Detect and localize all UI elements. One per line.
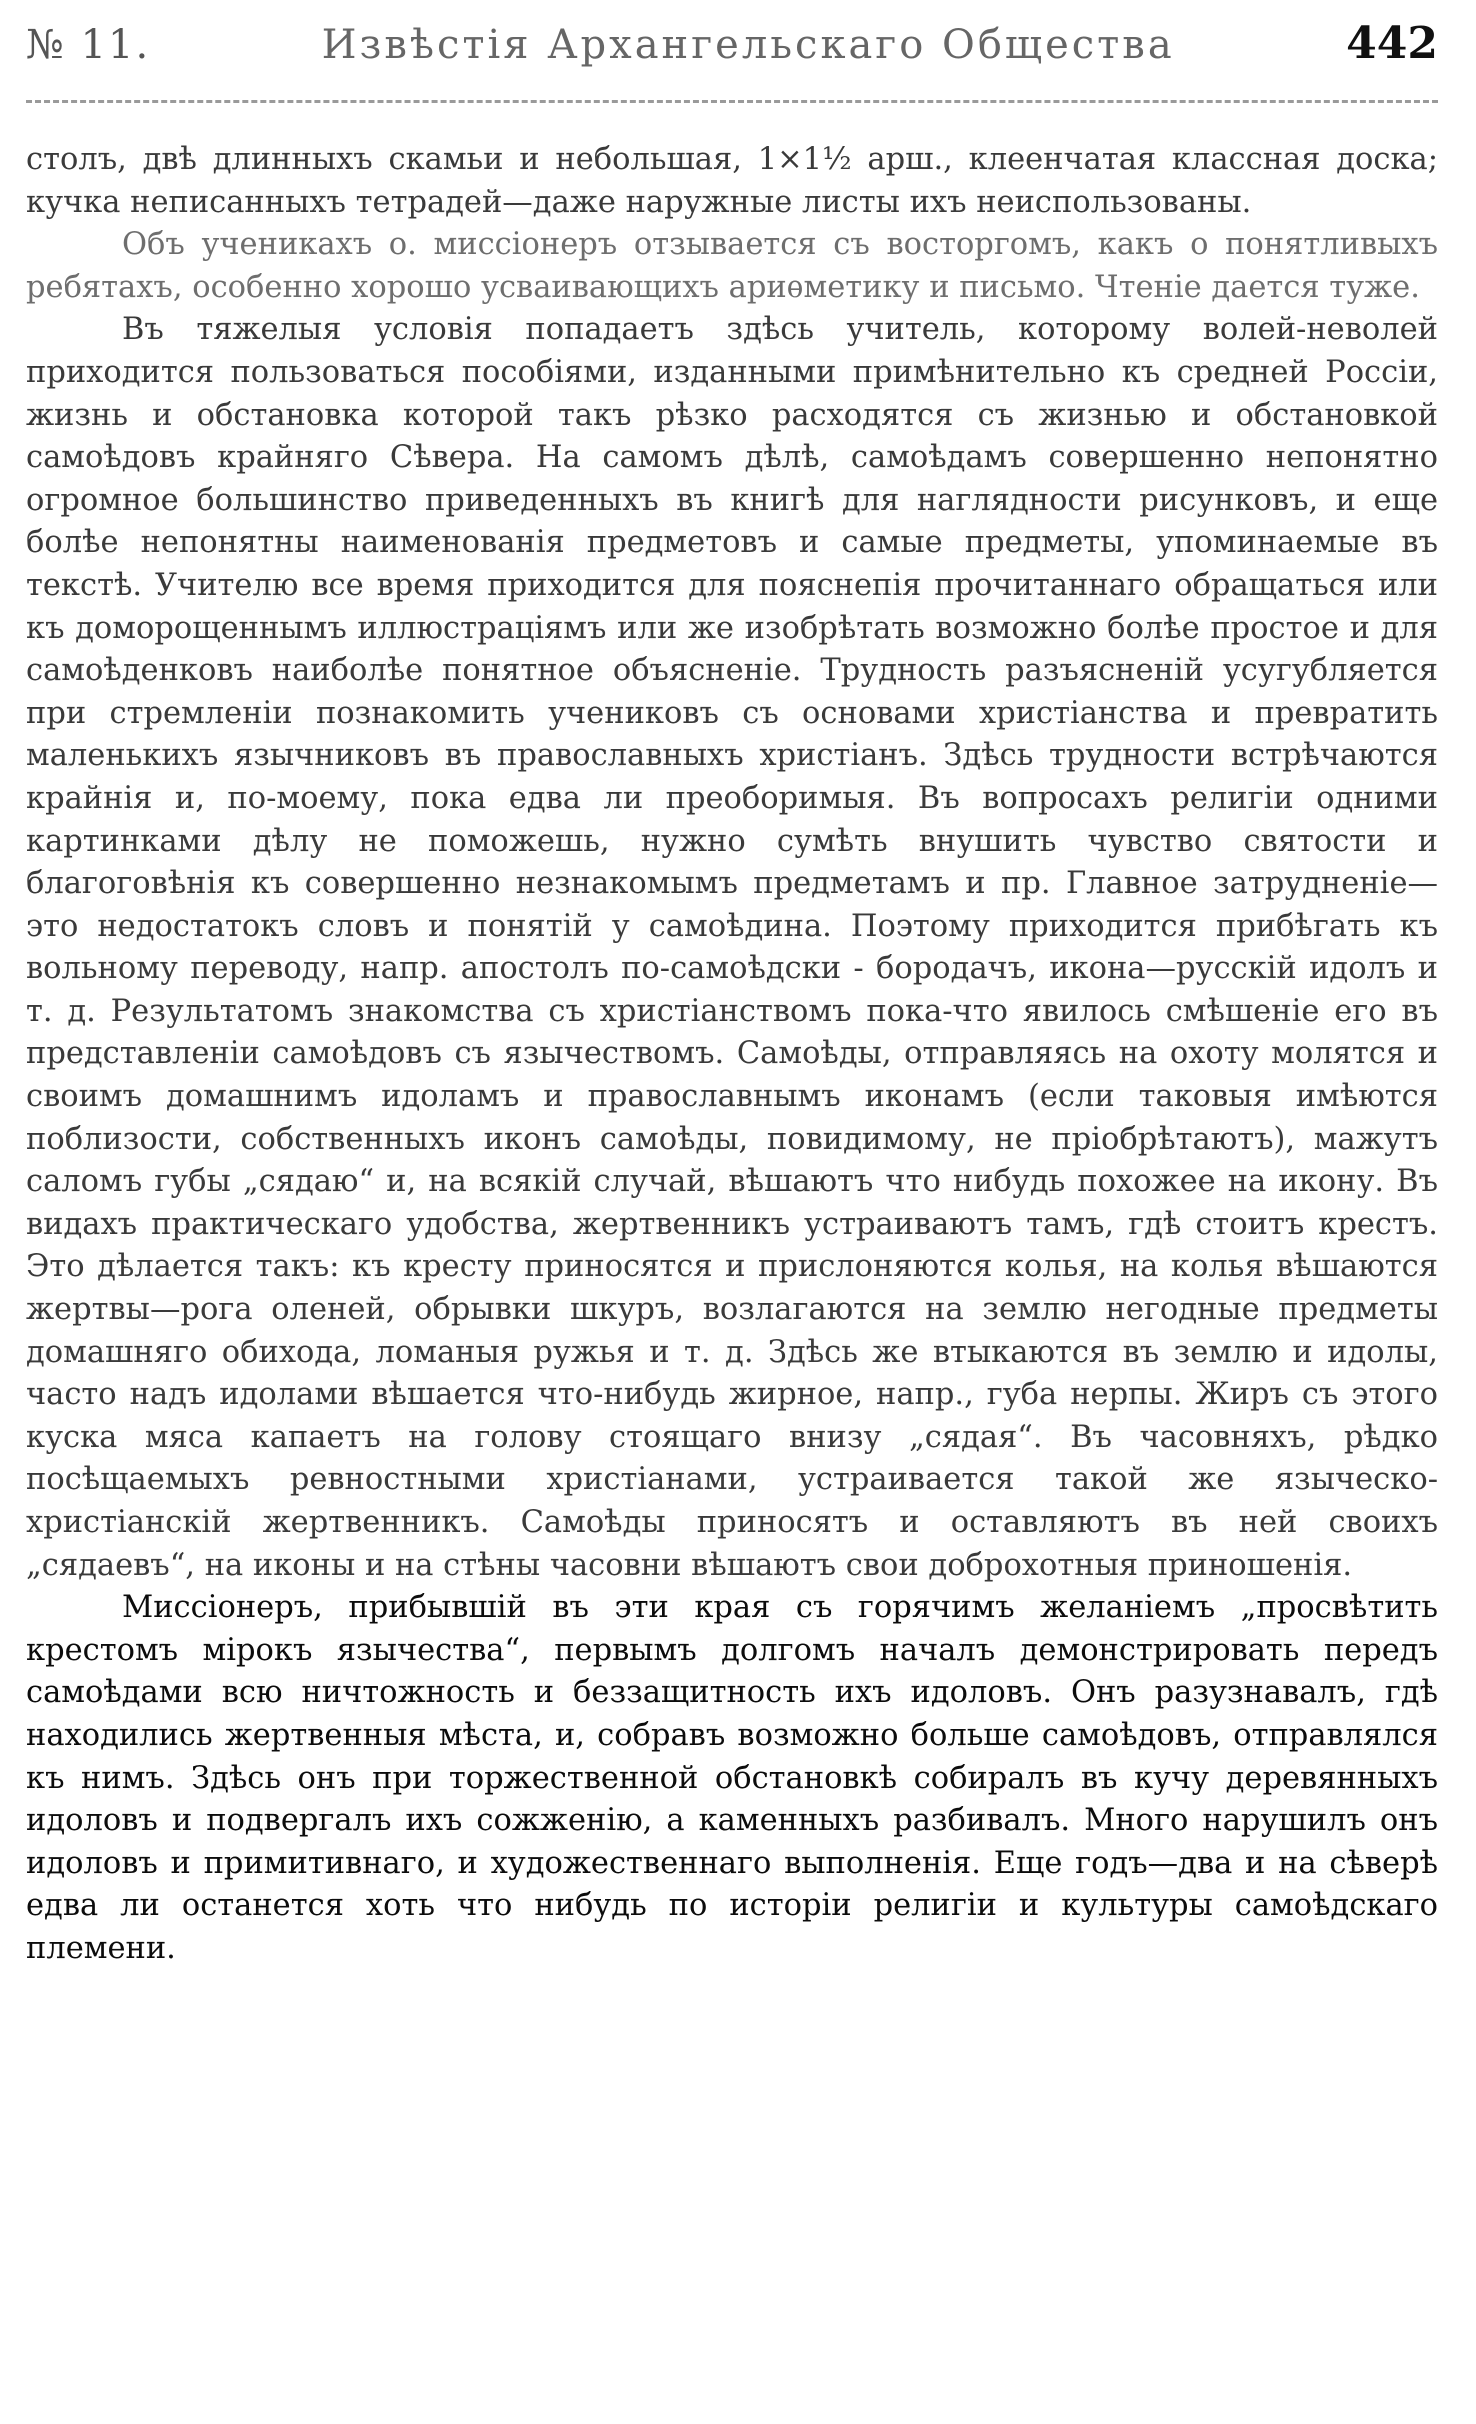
paragraph-4: Миссіонеръ, прибывшій въ эти края съ горячимъ желаніемъ „просвѣтить крестомъ мірокъ язычества“, первымъ долгомъ началъ демонстрировать передъ самоѣдами всю ничтожность и беззащитность ихъ идоловъ. Онъ разузнавалъ, гдѣ находились жертвенныя мѣста, и, собравъ возможно больше самоѣдовъ, отправлялся къ нимъ. Здѣсь онъ при торжественной обстановкѣ собиралъ въ кучу деревянныхъ идоловъ и подвергалъ ихъ сожженію, а каменныхъ разбивалъ. Много нарушилъ онъ идоловъ и примитивнаго, и художественнаго выполненія. Еще годъ—два и на сѣверѣ едва ли останется хоть что нибудь по исторіи религіи и культуры самоѣдскаго племени. [26, 1590, 1438, 1966]
journal-title: Извѣстія Архангельскаго Общества [321, 22, 1175, 68]
issue-number: № 11. [26, 22, 151, 68]
paragraph-3: Въ тяжелыя условія попадаетъ здѣсь учитель, которому волей-неволей приходится пользоваться пособіями, изданными примѣнительно къ средней Россіи, жизнь и обстановка которой такъ рѣзко расходятся съ жизнью и обстановкой самоѣдовъ крайняго Сѣвера. На самомъ дѣлѣ, самоѣдамъ совершенно непонятно огромное большинство приведенныхъ въ книгѣ для наглядности рисунковъ, и еще болѣе непонятны наименованія предметовъ и самые предметы, упоминаемые въ текстѣ. Учителю все время приходится для пояснепія прочитаннаго обращаться или къ доморощеннымъ иллюстраціямъ или же изобрѣтать возможно болѣе простое и для самоѣденковъ наиболѣе понятное объясненіе. Трудность разъясненій усугубляется при стремленіи познакомить учениковъ съ основами христіанства и превратить маленькихъ язычниковъ въ православныхъ христіанъ. Здѣсь трудности встрѣчаются крайнія и, по-моему, пока едва ли преоборимыя. Въ вопросахъ религіи одними картинками дѣлу не поможешь, нужно сумѣть внушить чувство святости и благоговѣнія къ совершенно незнакомымъ предметамъ и пр. Главное затрудненіе—это недостатокъ словъ и понятій у самоѣдина. Поэтому приходится прибѣгать къ вольному переводу, напр. апостолъ по-самоѣдски - бородачъ, икона—русскій идолъ и т. д. Результатомъ знакомства съ христіанствомъ пока-что явилось смѣшеніе его въ представленіи самоѣдовъ съ язычествомъ. Самоѣды, отправляясь на охоту молятся и своимъ домашнимъ идоламъ и православнымъ иконамъ (если таковыя имѣются поблизости, собственныхъ иконъ самоѣды, повидимому, не пріобрѣтаютъ), мажутъ саломъ губы „сядаю“ и, на всякій случай, вѣшаютъ что нибудь похожее на икону. Въ видахъ практическаго удобства, жертвенникъ устраиваютъ тамъ, гдѣ стоитъ крестъ. Это дѣлается такъ: къ кресту приносятся и прислоняются колья, на колья вѣшаются жертвы—рога оленей, обрывки шкуръ, возлагаются на землю негодные предметы домашняго обихода, ломаныя ружья и т. д. Здѣсь же втыкаются въ землю и идолы, часто надъ идолами вѣшается что-нибудь жирное, напр., губа нерпы. Жиръ съ этого куска мяса капаетъ на голову стоящаго внизу „сядая“. Въ часовняхъ, рѣдко посѣщаемыхъ ревностными христіанами, устраивается такой же языческо-христіанскій жертвенникъ. Самоѣды приносятъ и оставляютъ въ ней своихъ „сядаевъ“, на иконы и на стѣны часовни вѣшаютъ свои доброхотныя приношенія. [26, 312, 1438, 1583]
paragraph-2: Объ ученикахъ о. миссіонеръ отзывается съ восторгомъ, какъ о понятливыхъ ребятахъ, особенно хорошо усваивающихъ ариѳметику и письмо. Чтеніе дается туже. [26, 227, 1438, 305]
header-rule [26, 100, 1438, 103]
body-text [26, 139, 1438, 1971]
paragraph-1: столъ, двѣ длинныхъ скамьи и небольшая, 1×1½ арш., клеенчатая классная доска; кучка неписанныхъ тетрадей—даже наружные листы ихъ неиспользованы. [26, 142, 1438, 220]
page-header [26, 18, 1438, 86]
page-number: 442 [1346, 18, 1438, 69]
